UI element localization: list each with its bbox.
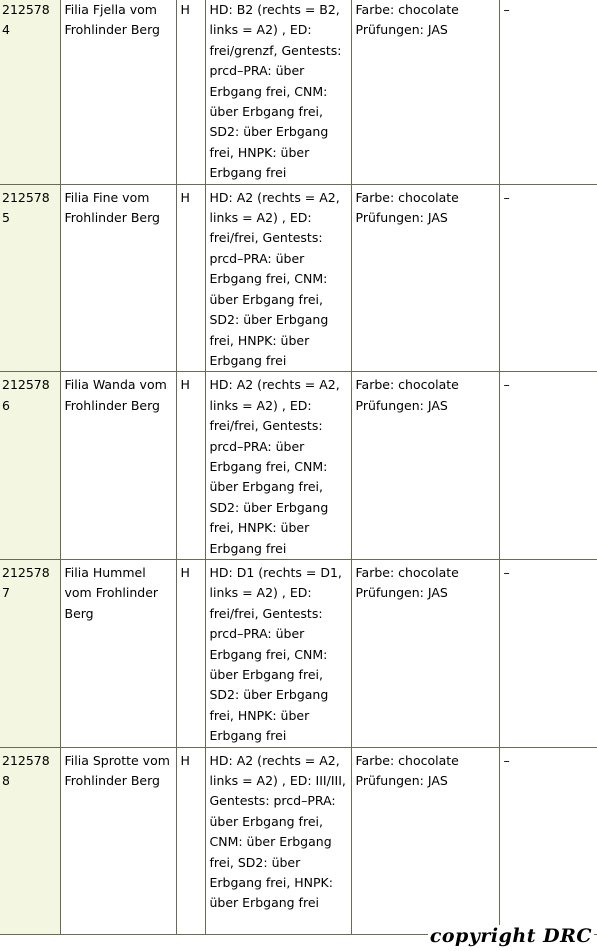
sex: H	[176, 184, 205, 372]
remark: –	[499, 559, 597, 747]
table-row	[0, 372, 597, 560]
registration-number: 2125785	[0, 184, 60, 372]
remark: –	[499, 372, 597, 560]
dog-name: Filia Wanda vom Frohlinder Berg	[60, 372, 176, 560]
health-results: HD: A2 (rechts = A2, links = A2) , ED: frei/frei, Gentests: prcd–PRA: über Erbgang frei, CNM: über Erbgang frei, SD2: über Erbgang frei, HNPK: über Erbgang frei	[205, 184, 351, 372]
remark: –	[499, 747, 597, 934]
dog-name: Filia Hummel vom Frohlinder Berg	[60, 559, 176, 747]
health-results: HD: D1 (rechts = D1, links = A2) , ED: frei/frei, Gentests: prcd–PRA: über Erbgang frei, CNM: über Erbgang frei, SD2: über Erbgang frei, HNPK: über Erbgang frei	[205, 559, 351, 747]
sex: H	[176, 747, 205, 934]
color-info: Farbe: chocolate	[355, 2, 459, 17]
registration-number: 2125786	[0, 372, 60, 560]
exam-info: Prüfungen: JAS	[355, 397, 448, 413]
health-results: HD: A2 (rechts = A2, links = A2) , ED: frei/frei, Gentests: prcd–PRA: über Erbgang frei, CNM: über Erbgang frei, SD2: über Erbgang frei, HNPK: über Erbgang frei	[205, 372, 351, 560]
sex: H	[176, 372, 205, 560]
sex: H	[176, 559, 205, 747]
dog-info	[351, 184, 499, 372]
color-info: Farbe: chocolate	[355, 189, 459, 205]
table-row	[0, 747, 597, 934]
dog-name: Filia Sprotte vom Frohlinder Berg	[60, 747, 176, 934]
dog-info	[351, 0, 499, 184]
table-row	[0, 559, 597, 747]
sex: H	[176, 0, 205, 184]
exam-info: Prüfungen: JAS	[355, 773, 448, 789]
registration-number: 2125787	[0, 559, 60, 747]
exam-info: Prüfungen: JAS	[355, 22, 448, 38]
copyright-watermark: copyright DRC	[429, 925, 592, 947]
dog-name: Filia Fjella vom Frohlinder Berg	[60, 0, 176, 184]
color-info: Farbe: chocolate	[355, 752, 459, 768]
remark: –	[499, 0, 597, 184]
registration-number: 2125788	[0, 747, 60, 934]
color-info: Farbe: chocolate	[355, 377, 459, 393]
health-results: HD: B2 (rechts = B2, links = A2) , ED: frei/grenzf, Gentests: prcd–PRA: über Erbgang frei, CNM: über Erbgang frei, SD2: über Erbgang frei, HNPK: über Erbgang frei	[205, 0, 351, 184]
dog-info	[351, 747, 499, 934]
dog-info	[351, 559, 499, 747]
remark: –	[499, 184, 597, 372]
exam-info: Prüfungen: JAS	[355, 210, 448, 226]
table-row	[0, 184, 597, 372]
table-row	[0, 0, 597, 184]
color-info: Farbe: chocolate	[355, 564, 459, 580]
exam-info: Prüfungen: JAS	[355, 585, 448, 601]
dog-name: Filia Fine vom Frohlinder Berg	[60, 184, 176, 372]
dog-info	[351, 372, 499, 560]
health-results: HD: A2 (rechts = A2, links = A2) , ED: III/III, Gentests: prcd–PRA: über Erbgang frei, CNM: über Erbgang frei, SD2: über Erbgang frei, HNPK: über Erbgang frei	[205, 747, 351, 934]
registration-number: 2125784	[0, 0, 60, 184]
